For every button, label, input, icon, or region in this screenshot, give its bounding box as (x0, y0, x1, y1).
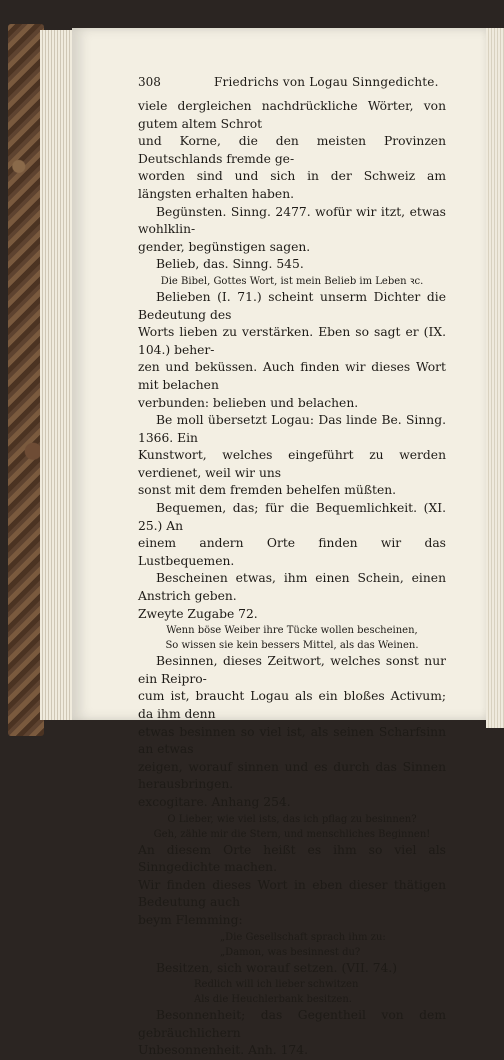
text-line: Be moll übersetzt Logau: Das linde Be. Sinng. 1366. Ein (138, 413, 446, 445)
text-line: „Die Gesellschaft sprach ihm zu: (220, 931, 386, 943)
text-line: Als die Heuchlerbank besitzen. (194, 994, 352, 1006)
text-line: Belieb, das. Sinng. 545. (156, 257, 304, 272)
text-line: zeigen, worauf sinnen und es durch das Sinnen herausbringen. (138, 759, 446, 792)
running-head: Friedrichs von Logau Sinngedichte. (214, 75, 439, 89)
text-line: Worts lieben zu verstärken. Eben so sagt er (IX. 104.) beher- (138, 325, 446, 357)
page-content (138, 74, 446, 1060)
text-line: Bequemen, das; für die Bequemlichkeit. (XI. 25.) An (138, 501, 446, 533)
text-line: und Korne, die den meisten Provinzen Deutschlands fremde ge- (138, 134, 446, 166)
text-line: einem andern Orte finden wir das Lustbequemen. (138, 536, 446, 568)
page-stack-edge (40, 30, 76, 720)
text-line: Besonnenheit; das Gegentheil von dem gebräuchlichern (138, 1008, 446, 1040)
text-line: Geh, zähle mir die Stern, und menschliches Beginnen! (153, 828, 431, 840)
text-line: gender, begünstigen sagen. (138, 239, 311, 254)
facing-page-edge (486, 28, 504, 728)
text-line: verbunden: belieben und belachen. (138, 395, 359, 410)
text-line: sonst mit dem fremden behelfen müßten. (138, 483, 397, 498)
page-number: 308 (138, 75, 161, 89)
text-line: So wissen sie kein bessers Mittel, als das Weinen. (165, 640, 419, 652)
text-line: An diesem Orte heißt es ihm so viel als Sinngedichte machen. (138, 842, 446, 875)
text-line: Belieben (I. 71.) scheint unserm Dichter die Bedeutung des (138, 289, 446, 322)
text-line: Redlich will ich lieber schwitzen (194, 979, 359, 991)
text-line: cum ist, braucht Logau als ein bloßes Activum; da ihm denn (138, 689, 446, 721)
book-cover-edge (8, 24, 44, 736)
text-line: zen und beküssen. Auch finden wir dieses Wort mit belachen (138, 360, 446, 392)
text-line: etwas besinnen so viel ist, als seinen Scharfsinn an etwas (138, 724, 446, 757)
text-line: „Damon, was besinnest du? (220, 946, 361, 958)
text-line: Zweyte Zugabe 72. (138, 606, 258, 621)
text-line: Wir finden dieses Wort in eben dieser thätigen Bedeutung auch (138, 877, 446, 910)
text-line: Die Bibel, Gottes Wort, ist mein Belieb im Leben ꝛc. (160, 275, 424, 287)
body-text (138, 98, 446, 1060)
text-line: excogitare. Anhang 254. (138, 794, 291, 809)
text-line: Wenn böse Weiber ihre Tücke wollen bescheinen, (166, 625, 418, 637)
text-line: Bescheinen etwas, ihm einen Schein, einen Anstrich geben. (138, 571, 446, 604)
page-header (138, 74, 446, 92)
text-line: O Lieber, wie viel ists, das ich pflag zu besinnen? (167, 813, 417, 825)
text-line: Begünsten. Sinng. 2477. wofür wir itzt, etwas wohlklin- (138, 204, 446, 237)
text-line: beym Flemming: (138, 912, 243, 927)
text-line: viele dergleichen nachdrückliche Wörter, von gutem altem Schrot (138, 99, 446, 131)
text-line: Kunstwort, welches eingeführt zu werden verdienet, weil wir uns (138, 448, 446, 480)
text-line: Besinnen, dieses Zeitwort, welches sonst nur ein Reipro- (138, 654, 446, 686)
text-line: Unbesonnenheit. Anh. 174. (138, 1043, 308, 1058)
text-line: Besitzen, sich worauf setzen. (VII. 74.) (156, 960, 398, 975)
text-line: worden sind und sich in der Schweiz am längsten erhalten haben. (138, 169, 446, 201)
